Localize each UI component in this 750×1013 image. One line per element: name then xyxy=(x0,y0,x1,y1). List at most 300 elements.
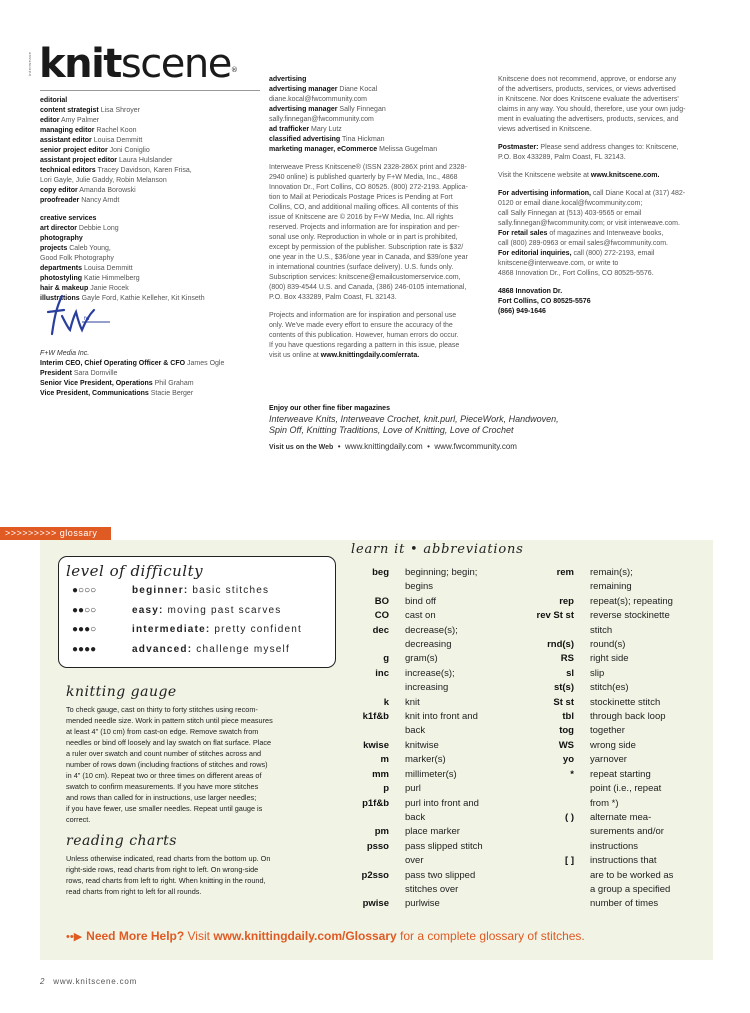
abbreviation-term: p2sso xyxy=(361,869,389,881)
advertising-row-value: Melissa Gugelman xyxy=(379,146,438,153)
abbreviation-definition: knit into front and xyxy=(405,711,478,723)
abbreviation-term xyxy=(520,869,574,883)
abbreviation-term: tbl xyxy=(562,711,574,723)
abbreviation-term: rem xyxy=(556,567,574,578)
abbreviation-row xyxy=(520,609,704,623)
abbreviation-term: dec xyxy=(372,624,389,636)
adinfo-text: 0120 or email diane.kocal@fwcommunity.com; xyxy=(498,200,643,207)
abbreviations-left xyxy=(340,566,539,912)
adinfo-text: call Sally Finnegan at (513) 403-9565 or email xyxy=(498,210,642,217)
advertising-row xyxy=(269,145,489,155)
arrow-icon: ••▶ xyxy=(66,931,83,943)
editorial-inquiries xyxy=(498,249,713,279)
abbreviation-definition: begins xyxy=(405,581,433,593)
visit-label: Visit us on the Web xyxy=(269,444,334,451)
abbreviation-term: ( ) xyxy=(565,811,574,823)
editorial-row xyxy=(40,146,260,156)
abbreviation-definition: stitch xyxy=(590,624,613,636)
editorial-row-value: Laura Hulslander xyxy=(118,157,173,164)
fw-row-label: Interim CEO, Chief Operating Officer & CFO xyxy=(40,360,186,367)
difficulty-level xyxy=(72,644,290,655)
abbreviation-term xyxy=(520,825,574,839)
difficulty-dots-icon: ●●●● xyxy=(72,643,97,655)
creative-row-value: Gayle Ford, Kathie Kelleher, Kit Kinseth xyxy=(81,295,205,302)
disclaimer-line: ment in evaluating the advertisers, products, services, and xyxy=(498,116,679,123)
retail-label: For retail sales xyxy=(498,230,548,237)
difficulty-name: easy: xyxy=(132,604,164,616)
creative-row-value: Debbie Long xyxy=(78,225,119,232)
editorial-inq-line xyxy=(498,259,713,269)
abbreviation-term: k1f&b xyxy=(362,711,389,723)
advertising-row-value: Diane Kocal xyxy=(339,86,378,93)
abbreviation-definition: surements and/or xyxy=(590,826,664,838)
magazine-list-1: Interweave Knits, Interweave Crochet, knit.purl, PieceWork, Handwoven, xyxy=(269,414,559,424)
help-visit: Visit xyxy=(184,929,214,943)
notice-line: If you have questions regarding a pattern in this issue, please xyxy=(269,342,460,349)
abbreviation-definition: point (i.e., repeat xyxy=(590,783,662,795)
abbreviation-term: g xyxy=(383,653,389,665)
footer-site: www.knitscene.com xyxy=(53,977,138,986)
abbreviation-row xyxy=(340,768,539,782)
abbreviation-term: rnd(s) xyxy=(547,639,574,651)
notice-line: one year in the U.S., $36/one year in Canada, and $39/one year xyxy=(269,254,468,261)
editorial-row xyxy=(40,126,260,136)
abbreviation-definition: over xyxy=(405,855,424,867)
bullet-separator: • xyxy=(337,442,341,451)
difficulty-dots-icon: ●●○○ xyxy=(72,604,97,616)
abbreviation-definition: are to be worked as xyxy=(590,869,674,881)
advertising-row-value: sally.finnegan@fwcommunity.com xyxy=(269,116,374,123)
difficulty-level xyxy=(72,605,282,616)
abbreviation-definition: wrong side xyxy=(590,739,636,751)
editorial-row-label: editor xyxy=(40,117,60,124)
notice-line: 2940 online) is published quarterly by F+W Media, Inc., 4868 xyxy=(269,174,458,181)
gauge-line: and rows than called for in instructions, use larger needles; xyxy=(66,793,257,802)
creative-row-label: hair & makeup xyxy=(40,285,89,292)
difficulty-name: advanced: xyxy=(132,643,193,655)
abbreviation-term: k xyxy=(383,696,389,708)
gauge-line: if you have fewer, use smaller needles. Repeat until gauge is xyxy=(66,804,263,813)
abbreviation-definition: through back loop xyxy=(590,711,666,723)
address-line: 4868 Innovation Dr. xyxy=(498,288,563,295)
abbreviation-definition: together xyxy=(590,725,625,737)
creative-row-label: art director xyxy=(40,225,77,232)
abbreviation-term xyxy=(520,797,574,811)
abbreviation-definition: purl into front and xyxy=(405,797,479,809)
knitscene-logo xyxy=(27,40,237,88)
abbreviation-term: mm xyxy=(372,768,389,780)
abbreviation-term: pwise xyxy=(362,898,389,910)
abbreviation-term: inc xyxy=(375,667,389,679)
advertising-row-label: advertising manager xyxy=(269,86,338,93)
retail-info xyxy=(498,229,713,249)
notice-line: reserved. Projects and information are for inspiration and per- xyxy=(269,224,460,231)
abbreviation-term xyxy=(340,883,389,897)
gauge-line: mended needle size. Work in pattern stitch until piece measures xyxy=(66,716,273,725)
logo-side-text: interweave xyxy=(27,51,32,77)
gauge-text xyxy=(66,704,336,825)
abbreviation-row xyxy=(340,624,539,638)
editorial-row xyxy=(40,106,260,116)
abbreviation-term: [ ] xyxy=(565,855,574,867)
advertising-row xyxy=(269,125,489,135)
gauge-line: To check gauge, cast on thirty to forty stitches using recom- xyxy=(66,705,258,714)
difficulty-desc: moving past scarves xyxy=(163,604,282,616)
glossary-link[interactable]: www.knittingdaily.com/Glossary xyxy=(213,929,397,943)
retail-text: call (800) 289-0963 or email sales@fwcommunity.com. xyxy=(498,240,668,247)
adinfo-line xyxy=(498,219,713,229)
adinfo-line xyxy=(498,199,713,209)
abbreviation-row xyxy=(340,595,539,609)
editorial-row-value: Lori Gayle, Julie Gaddy, Robin Melanson xyxy=(40,177,167,184)
abbreviation-row xyxy=(340,609,539,623)
fw-row-value: Sara Domville xyxy=(73,370,118,377)
editorial-row xyxy=(40,196,260,206)
fw-row xyxy=(40,369,260,379)
fw-officers xyxy=(40,359,260,399)
abbreviation-definition: increase(s); xyxy=(405,667,455,679)
abbreviation-definition: stockinette stitch xyxy=(590,696,661,708)
editorial-row-label: copy editor xyxy=(40,187,78,194)
abbreviation-definition: remaining xyxy=(590,581,632,593)
abbreviation-definition: instructions xyxy=(590,840,639,852)
difficulty-desc: pretty confident xyxy=(210,624,302,635)
help-rest: for a complete glossary of stitches. xyxy=(396,929,585,943)
abbreviation-definition: reverse stockinette xyxy=(590,610,670,622)
abbreviation-term xyxy=(520,883,574,897)
website-prefix: Visit the Knitscene website at xyxy=(498,172,591,179)
fwcommunity-link[interactable]: www.fwcommunity.com xyxy=(434,442,517,451)
editorial-inq-text: 4868 Innovation Dr., Fort Collins, CO 80525-5576. xyxy=(498,270,654,277)
abbreviation-term: psso xyxy=(366,840,389,852)
abbreviation-definition: back xyxy=(405,811,426,823)
notice-line: Innovation Dr., Fort Collins, CO 80525. (800) 272-2193. Applica- xyxy=(269,184,468,191)
notice-line: Subscription services: knitscene@emailcustomerservice.com, xyxy=(269,274,461,281)
notice-line: only. We've made every effort to ensure the accuracy of the xyxy=(269,322,453,329)
disclaimer-line: Knitscene does not recommend, approve, or endorse any xyxy=(498,76,677,83)
abbreviation-definition: marker(s) xyxy=(405,754,446,766)
abbreviation-term: sl xyxy=(566,667,574,679)
gauge-line: number of rows down (including fractions of stitches and rows) xyxy=(66,760,268,769)
creative-row-value: Louisa Demmitt xyxy=(83,265,133,272)
abbreviation-row xyxy=(520,681,704,695)
retail-line xyxy=(498,239,713,249)
advertising-row xyxy=(269,115,489,125)
abbreviation-row xyxy=(340,724,539,738)
fw-row xyxy=(40,359,260,369)
abbreviation-term xyxy=(340,724,389,738)
abbreviation-row xyxy=(340,782,539,796)
advertising-info xyxy=(498,189,713,229)
postmaster-address: P.O. Box 433289, Palm Coast, FL 32143. xyxy=(498,154,626,161)
abbreviation-term xyxy=(340,854,389,868)
abbreviation-term: yo xyxy=(562,754,574,766)
adinfo-line xyxy=(498,209,713,219)
editorial-row-label: assistant project editor xyxy=(40,157,118,164)
abbreviation-row xyxy=(520,667,704,681)
difficulty-desc: basic stitches xyxy=(188,585,270,596)
advertising-row-value: Tina Hickman xyxy=(342,136,385,143)
magazine-list-2: Spin Off, Knitting Traditions, Love of Knitting, Love of Crochet xyxy=(269,425,514,435)
disclaimer-line: in Knitscene. Nor does Knitscene evaluate the advertisers' xyxy=(498,96,679,103)
creative-row-label: photostyling xyxy=(40,275,82,282)
abbreviation-term: pm xyxy=(374,826,389,838)
abbreviation-term xyxy=(340,638,389,652)
editorial-row xyxy=(40,186,260,196)
abbreviation-definition: remain(s); xyxy=(590,567,633,578)
bullet-separator-2: • xyxy=(427,442,430,451)
abbreviation-definition: right side xyxy=(590,653,629,665)
abbreviation-term: st(s) xyxy=(553,682,574,694)
abbreviation-definition: beginning; begin; xyxy=(405,567,478,578)
advertising-heading: advertising xyxy=(269,76,307,83)
creative-row-label: photography xyxy=(40,235,83,242)
creative-row-label: departments xyxy=(40,265,83,272)
creative-row-value: Good Folk Photography xyxy=(40,255,114,262)
advertising-list xyxy=(269,85,489,155)
difficulty-level xyxy=(72,624,302,635)
abbreviation-row xyxy=(520,883,704,897)
abbreviation-term xyxy=(520,624,574,638)
editorial-row-value: Nancy Arndt xyxy=(81,197,120,204)
retail-text: of magazines and Interweave books, xyxy=(547,230,664,237)
errata-link[interactable]: www.knittingdaily.com/errata. xyxy=(320,352,420,359)
advertising-row xyxy=(269,105,489,115)
editorial-inq-line xyxy=(498,269,713,279)
difficulty-desc: challenge myself xyxy=(192,643,290,655)
gauge-line: needles or bind off loosely and lay swatch on flat surface. Place xyxy=(66,738,272,747)
abbreviation-row xyxy=(340,696,539,710)
abbreviation-definition: decrease(s); xyxy=(405,624,458,636)
abbreviation-term: CO xyxy=(374,610,389,622)
abbreviation-definition: yarnover xyxy=(590,754,627,766)
abbreviation-row xyxy=(520,811,704,825)
notice-line: (800) 839-4544 U.S. and Canada, (386) 246-0105 international, xyxy=(269,284,467,291)
abbreviation-definition: bind off xyxy=(405,595,436,607)
abbreviation-row xyxy=(340,797,539,811)
editorial-column xyxy=(40,96,260,304)
abbreviation-definition: slip xyxy=(590,667,605,679)
abbreviation-term xyxy=(520,840,574,854)
abbreviation-row xyxy=(340,681,539,695)
creative-row xyxy=(40,244,260,254)
fw-logo-text: fw xyxy=(84,316,90,322)
creative-row xyxy=(40,264,260,274)
gauge-line: swatch to confirm measurements. If you have more stitches xyxy=(66,782,259,791)
fw-media-block xyxy=(40,349,260,399)
retail-line xyxy=(498,229,713,239)
abbreviation-row xyxy=(340,753,539,767)
charts-line: read charts from right to left for all rounds. xyxy=(66,887,202,896)
other-magazines xyxy=(269,404,599,436)
abbreviation-row xyxy=(340,710,539,724)
fw-company: F+W Media Inc. xyxy=(40,350,90,357)
abbreviation-row xyxy=(520,566,704,580)
advertising-row-value: Mary Lutz xyxy=(311,126,342,133)
adinfo-line xyxy=(498,189,713,199)
editorial-row-value: Louisa Demmitt xyxy=(93,137,143,144)
abbreviation-row xyxy=(520,739,704,753)
abbreviation-row xyxy=(520,595,704,609)
abbreviation-row xyxy=(340,811,539,825)
abbreviation-term xyxy=(340,681,389,695)
difficulty-dots-icon: ●○○○ xyxy=(72,585,97,596)
advertising-row xyxy=(269,85,489,95)
charts-line: right-side rows, read charts from right to left. On wrong-side xyxy=(66,865,259,874)
abbreviation-term: m xyxy=(380,754,389,766)
abbreviation-definition: instructions that xyxy=(590,855,657,867)
difficulty-name: intermediate: xyxy=(132,624,211,635)
editorial-row xyxy=(40,136,260,146)
creative-row xyxy=(40,224,260,234)
fw-row xyxy=(40,389,260,399)
address-line: Fort Collins, CO 80525-5576 xyxy=(498,298,591,305)
logo-knit: knit xyxy=(39,41,121,87)
disclaimer-line: claims in any way. You should, therefore, use your own judg- xyxy=(498,106,686,113)
abbreviation-definition: increasing xyxy=(405,682,449,694)
editorial-list xyxy=(40,106,260,206)
other-magazines-title: Enjoy our other fine fiber magazines xyxy=(269,405,390,412)
logo-scene: scene xyxy=(120,41,231,87)
abbreviation-row xyxy=(340,897,539,911)
fw-row xyxy=(40,379,260,389)
creative-row xyxy=(40,234,260,244)
gauge-line: correct. xyxy=(66,815,91,824)
abbreviation-definition: purlwise xyxy=(405,898,440,910)
fw-media-logo xyxy=(44,290,114,340)
abbreviation-row xyxy=(340,840,539,854)
abbreviation-definition: place marker xyxy=(405,826,460,838)
abbreviation-row xyxy=(520,638,704,652)
difficulty-title: level of difficulty xyxy=(66,562,204,580)
abbreviation-row xyxy=(520,840,704,854)
notice-line: in international countries (surface delivery). U.S. funds only. xyxy=(269,264,454,271)
fw-row-label: Vice President, Communications xyxy=(40,390,149,397)
abbreviation-row xyxy=(520,768,704,782)
abbreviation-row xyxy=(340,883,539,897)
creative-heading: creative services xyxy=(40,215,97,222)
abbreviation-term: p xyxy=(383,783,389,795)
fw-row-value: Phil Graham xyxy=(154,380,194,387)
abbreviation-definition: repeat starting xyxy=(590,768,651,780)
notice-line: Projects and information are for inspiration and personal use xyxy=(269,312,457,319)
abbreviation-term: kwise xyxy=(363,739,389,751)
fw-row-label: Senior Vice President, Operations xyxy=(40,380,153,387)
editorial-row xyxy=(40,166,260,176)
abbreviation-definition: number of times xyxy=(590,898,659,910)
website-link[interactable]: www.knitscene.com. xyxy=(590,172,660,179)
abbreviation-definition: a group a specified xyxy=(590,883,671,895)
abbreviation-row xyxy=(520,624,704,638)
editorial-row-value: Amy Palmer xyxy=(61,117,100,124)
fw-row-value: James Ogle xyxy=(187,360,225,367)
abbreviation-term: rep xyxy=(559,595,574,607)
abbreviation-row xyxy=(520,782,704,796)
abbreviation-row xyxy=(340,667,539,681)
abbreviation-definition: alternate mea- xyxy=(590,811,652,823)
fw-row-value: Stacie Berger xyxy=(150,390,194,397)
abbreviation-row xyxy=(520,724,704,738)
editorial-row-label: senior project editor xyxy=(40,147,108,154)
abbreviation-row xyxy=(340,825,539,839)
page-footer xyxy=(40,977,137,986)
abbreviation-row xyxy=(520,854,704,868)
publication-notice xyxy=(269,163,489,303)
address-line: (866) 949-1646 xyxy=(498,308,546,315)
advertising-row-value: diane.kocal@fwcommunity.com xyxy=(269,96,368,103)
disclaimer xyxy=(498,75,713,135)
disclaimer-line: of the advertisers, products, services, or views advertised xyxy=(498,86,676,93)
adinfo-text: call Diane Kocal at (317) 482- xyxy=(590,190,686,197)
fw-row-label: President xyxy=(40,370,72,377)
postmaster-text: Please send address changes to: Knitscene, xyxy=(538,144,679,151)
masthead-rule xyxy=(40,90,260,91)
help-line xyxy=(66,929,706,943)
abbreviation-term xyxy=(340,580,389,594)
adinfo-text: sally.finnegan@fwcommunity.com; or visit interweave.com. xyxy=(498,220,680,227)
abbreviation-row xyxy=(340,739,539,753)
abbreviation-term: St st xyxy=(553,696,574,708)
creative-row-value: Katie Himmelberg xyxy=(83,275,140,282)
abbreviation-term xyxy=(340,811,389,825)
editorial-row xyxy=(40,116,260,126)
editorial-inq-text: call (800) 272-2193, email xyxy=(571,250,655,257)
abbreviation-term: * xyxy=(570,768,574,780)
difficulty-name: beginner: xyxy=(132,585,189,596)
adinfo-label: For advertising information, xyxy=(498,190,591,197)
gauge-title: knitting gauge xyxy=(66,684,177,700)
abbreviation-definition: round(s) xyxy=(590,639,626,651)
abbreviation-definition: knitwise xyxy=(405,739,439,751)
abbreviation-definition: stitches over xyxy=(405,883,459,895)
abbreviation-definition: purl xyxy=(405,783,421,795)
abbreviations-title: learn it • abbreviations xyxy=(351,542,524,557)
errata-prefix: visit us online at xyxy=(269,352,321,359)
abbreviations-right xyxy=(520,566,704,912)
help-bold: Need More Help? xyxy=(86,929,185,943)
notice-line: issue of Knitscene are © 2016 by F+W Media, Inc. All rights xyxy=(269,214,454,221)
abbreviation-term: rev St st xyxy=(536,610,574,622)
abbreviation-term: BO xyxy=(374,595,389,607)
abbreviation-row xyxy=(340,854,539,868)
difficulty-level xyxy=(72,585,269,596)
creative-row-label: illustrations xyxy=(40,295,80,302)
abbreviation-definition: decreasing xyxy=(405,639,452,651)
creative-row xyxy=(40,274,260,284)
creative-row-value: Caleb Young, xyxy=(69,245,111,252)
creative-row xyxy=(40,254,260,264)
abbreviation-definition: repeat(s); repeating xyxy=(590,595,673,607)
advertising-row xyxy=(269,135,489,145)
notice-line: sonal use only. Reproduction in whole or in part is prohibited, xyxy=(269,234,458,241)
abbreviation-term: p1f&b xyxy=(362,797,389,809)
knittingdaily-link[interactable]: www.knittingdaily.com xyxy=(345,442,423,451)
editorial-row-label: technical editors xyxy=(40,167,96,174)
advertising-row-label: classified advertising xyxy=(269,136,341,143)
advertising-row-value: Sally Finnegan xyxy=(339,106,386,113)
abbreviation-row xyxy=(520,696,704,710)
abbreviation-row xyxy=(520,652,704,666)
abbreviation-row xyxy=(520,710,704,724)
creative-row-label: projects xyxy=(40,245,68,252)
abbreviation-row xyxy=(520,797,704,811)
editorial-row-label: managing editor xyxy=(40,127,95,134)
editorial-row-value: Amanda Borowski xyxy=(79,187,136,194)
abbreviation-definition: millimeter(s) xyxy=(405,768,457,780)
editorial-row-label: assistant editor xyxy=(40,137,92,144)
web-links xyxy=(269,442,609,451)
charts-line: Unless otherwise indicated, read charts from the bottom up. On xyxy=(66,854,271,863)
